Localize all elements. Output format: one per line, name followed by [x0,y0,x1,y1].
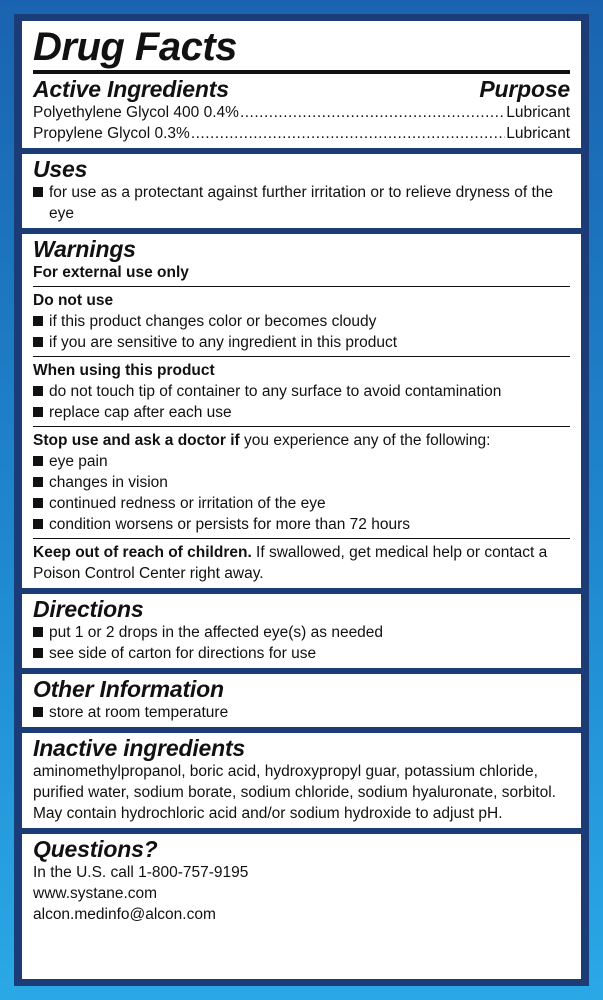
active-ingredients-header [33,76,570,102]
directions-heading: Directions [33,596,144,622]
keep-out-body: If swallowed, get medical help or contact a Poison Control Center right away. [33,544,548,582]
bullet-square-icon [33,456,43,466]
bullet-square-icon [33,707,43,717]
dot-leader [240,102,505,123]
ingredient-name: Propylene Glycol 0.3% [33,125,190,142]
inactive-ingredients-text: aminomethylpropanol, boric acid, hydroxypropyl guar, potassium chloride, purified water, sodium borate, sodium chloride, sodium hyaluronate, sorbitol. May contain hydrochloric acid and/or sodium hydroxide to adjust pH. [33,763,556,822]
bullet-square-icon [33,337,43,347]
bullet-square-icon [33,407,43,417]
active-ingredients-panel [22,21,581,148]
bullet-square-icon [33,627,43,637]
ingredient-row [33,123,570,144]
do-not-use-heading: Do not use [33,292,114,309]
ingredient-purpose: Lubricant [506,104,570,121]
inactive-ingredients-panel [22,733,581,828]
stop-use-line [33,430,570,451]
uses-panel [22,154,581,228]
bullet-square-icon [33,648,43,658]
divider [33,286,570,287]
list-item [33,332,570,353]
ingredient-row [33,102,570,123]
list-item [33,381,570,402]
list-item [33,493,570,514]
external-use-text: For external use only [33,264,189,281]
warnings-panel [22,234,581,588]
list-item [33,182,570,224]
list-item-text: store at room temperature [49,704,229,721]
active-ingredients-heading: Active Ingredients [33,76,229,102]
list-item-text: see side of carton for directions for use [49,645,317,662]
list-item-text: do not touch tip of container to any surface to avoid contamination [49,383,502,400]
stop-use-text: you experience any of the following: [239,432,491,449]
stop-use-heading: Stop use and ask a doctor if [33,432,240,449]
list-item-text: continued redness or irritation of the eye [49,495,326,512]
other-information-panel [22,674,581,727]
warnings-heading: Warnings [33,236,136,262]
ingredient-purpose: Lubricant [506,125,570,142]
uses-heading: Uses [33,156,88,182]
website-link[interactable]: www.systane.com [33,885,158,902]
list-item [33,622,570,643]
phone-line: In the U.S. call 1-800-757-9195 [33,864,249,881]
dot-leader [191,123,505,144]
directions-panel [22,594,581,668]
other-information-heading: Other Information [33,676,224,702]
bullet-square-icon [33,187,43,197]
bullet-square-icon [33,477,43,487]
list-item-text: eye pain [49,453,108,470]
list-item-text: condition worsens or persists for more than 72 hours [49,516,410,533]
purpose-heading: Purpose [479,76,570,102]
bullet-square-icon [33,498,43,508]
list-item-text: for use as a protectant against further irritation or to relieve dryness of the eye [49,184,554,222]
list-item [33,514,570,535]
list-item-text: if you are sensitive to any ingredient in this product [49,334,398,351]
bullet-square-icon [33,316,43,326]
when-using-heading: When using this product [33,362,215,379]
divider [33,538,570,539]
bullet-square-icon [33,519,43,529]
list-item-text: changes in vision [49,474,168,491]
list-item [33,702,570,723]
email-link[interactable]: alcon.medinfo@alcon.com [33,906,216,923]
list-item-text: replace cap after each use [49,404,232,421]
divider [33,70,570,74]
questions-panel [22,834,581,979]
keep-out-heading: Keep out of reach of children. [33,544,252,561]
list-item-text: if this product changes color or becomes cloudy [49,313,377,330]
list-item-text: put 1 or 2 drops in the affected eye(s) as needed [49,624,384,641]
drug-facts-label [14,14,589,986]
divider [33,356,570,357]
questions-heading: Questions? [33,836,158,862]
page-title: Drug Facts [33,25,237,69]
list-item [33,402,570,423]
inactive-ingredients-heading: Inactive ingredients [33,735,246,761]
list-item [33,311,570,332]
keep-out-text [33,542,570,584]
ingredient-name: Polyethylene Glycol 400 0.4% [33,104,239,121]
list-item [33,451,570,472]
list-item [33,643,570,664]
bullet-square-icon [33,386,43,396]
divider [33,426,570,427]
list-item [33,472,570,493]
